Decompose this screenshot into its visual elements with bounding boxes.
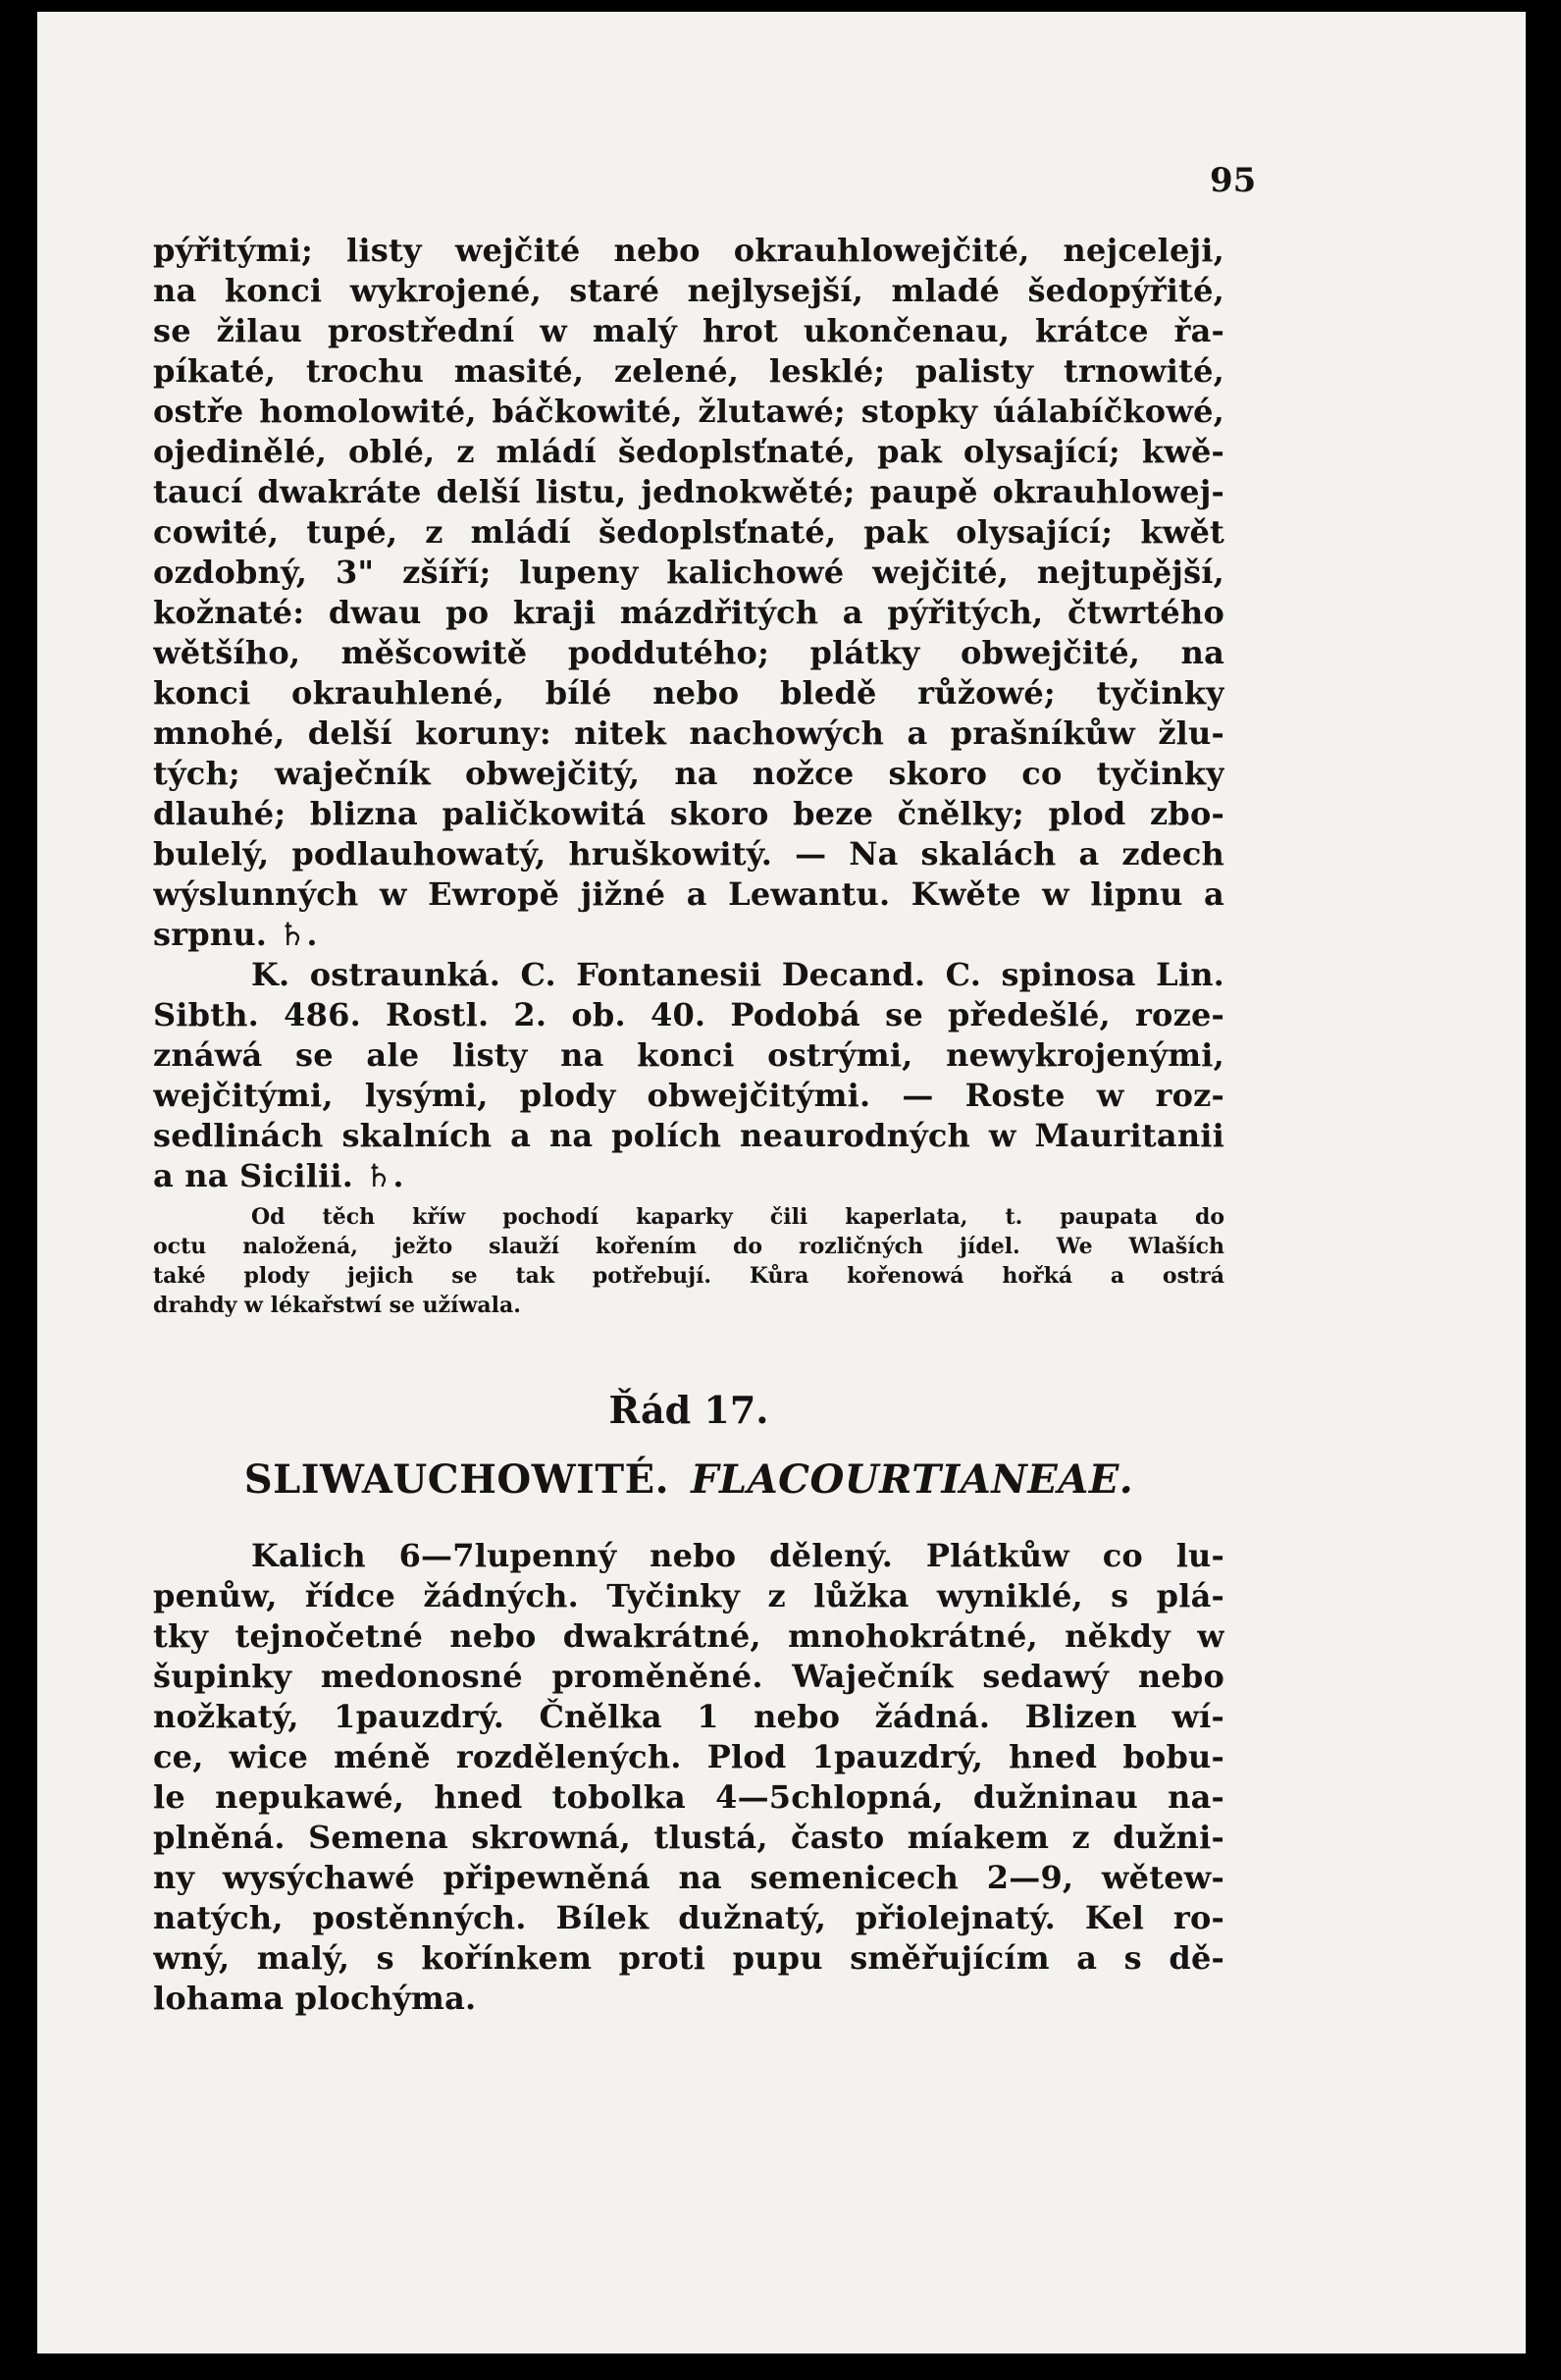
text-line: tky tejnočetné nebo dwakrátné, mnohokrátné, někdy w — [153, 1617, 1224, 1655]
text-line: taucí dwakráte delší listu, jednokwěté; paupě okrauhlowej- — [153, 473, 1224, 510]
family-name-czech: SLIWAUCHOWITÉ. — [243, 1456, 670, 1503]
text-line: lohama plochýma. — [153, 1980, 477, 2017]
text-line: mnohé, delší koruny: nitek nachowých a prašníkůw žlu- — [153, 714, 1224, 752]
text-line: penůw, řídce žádných. Tyčinky z lůžka wyniklé, s plá- — [153, 1577, 1224, 1614]
text-line: wětšího, měšcowitě poddutého; plátky obwejčité, na — [153, 634, 1224, 671]
text-line: na konci wykrojené, staré nejlysejší, mladé šedopýřité, — [153, 272, 1224, 309]
text-line: Sibth. 486. Rostl. 2. ob. 40. Podobá se předešlé, roze- — [153, 996, 1224, 1033]
text-line: natých, postěnných. Bílek dužnatý, přiolejnatý. Kel ro- — [153, 1899, 1224, 1936]
paragraph-family-description — [153, 1536, 1224, 2019]
text-line: Kalich 6—7lupenný nebo dělený. Plátkůw co lu- — [251, 1537, 1224, 1574]
text-line: ostře homolowité, báčkowité, žlutawé; stopky úálabíčkowé, — [153, 393, 1224, 430]
footnote-capers — [153, 1202, 1224, 1320]
text-line: ce, wice méně rozdělených. Plod 1pauzdrý, hned bobu- — [153, 1738, 1224, 1775]
text-line: bulelý, podlauhowatý, hruškowitý. — Na skalách a zdech — [153, 835, 1224, 873]
page-text — [153, 231, 1224, 2019]
text-line: ozdobný, 3" zšíří; lupeny kalichowé wejčité, nejtupější, — [153, 554, 1224, 591]
text-line: ny wysýchawé připewněná na semenicech 2—9, wětew- — [153, 1859, 1224, 1896]
order-heading: Řád 17. — [608, 1388, 769, 1432]
text-line: wýslunných w Ewropě jižné a Lewantu. Kwěte w lipnu a — [153, 875, 1224, 913]
text-line: kožnaté: dwau po kraji mázdřitých a pýřitých, čtwrtého — [153, 594, 1224, 631]
note-line: Od těch kříw pochodí kaparky čili kaperlata, t. paupata do — [251, 1204, 1224, 1230]
note-line: drahdy w lékařstwí se užíwala. — [153, 1293, 521, 1318]
text-line: dlauhé; blizna paličkowitá skoro beze čnělky; plod zbo- — [153, 795, 1224, 832]
text-line: cowité, tupé, z mládí šedoplsťnaté, pak olysající; kwět — [153, 513, 1224, 551]
text-line: nožkatý, 1pauzdrý. Čnělka 1 nebo žádná. Blizen wí- — [153, 1698, 1224, 1735]
text-line: wný, malý, s kořínkem proti pupu směřujícím a s dě- — [153, 1939, 1224, 1977]
page-number: 95 — [1210, 161, 1257, 200]
book-page — [37, 12, 1526, 2354]
text-line: znáwá se ale listy na konci ostrými, newykrojenými, — [153, 1036, 1224, 1074]
text-line: plněná. Semena skrowná, tlustá, často míakem z dužni- — [153, 1819, 1224, 1856]
family-heading — [153, 1448, 1224, 1512]
text-line: le nepukawé, hned tobolka 4—5chlopná, dužninau na- — [153, 1778, 1224, 1816]
text-line: píkaté, trochu masité, zelené, lesklé; palisty trnowité, — [153, 352, 1224, 390]
text-line: konci okrauhlené, bílé nebo bledě růžowé; tyčinky — [153, 674, 1224, 712]
note-line: také plody jejich se tak potřebují. Kůra kořenowá hořká a ostrá — [153, 1263, 1224, 1289]
text-line: wejčitými, lysými, plody obwejčitými. — Roste w roz- — [153, 1077, 1224, 1114]
note-line: octu naložená, ježto slauží kořením do rozličných jídel. We Wlaších — [153, 1234, 1224, 1259]
text-line: ojedinělé, oblé, z mládí šedoplsťnaté, pak olysající; kwě- — [153, 433, 1224, 470]
text-line: srpnu. ♄. — [153, 916, 318, 953]
text-line: tých; waječník obwejčitý, na nožce skoro co tyčinky — [153, 755, 1224, 792]
text-line: se žilau prostřední w malý hrot ukončenau, krátce řa- — [153, 312, 1224, 349]
text-line: pýřitými; listy wejčité nebo okrauhlowejčité, nejceleji, — [153, 232, 1224, 269]
text-line: a na Sicilii. ♄. — [153, 1157, 404, 1194]
text-line: sedlinách skalních a na polích neaurodných w Mauritanii — [153, 1117, 1224, 1154]
paragraph-species-ostraunka — [153, 955, 1224, 1196]
text-line: K. ostraunká. C. Fontanesii Decand. C. spinosa Lin. — [251, 956, 1224, 993]
family-name-latin: FLACOURTIANEAE. — [691, 1456, 1134, 1503]
paragraph-capparis-description — [153, 231, 1224, 955]
text-line: šupinky medonosné proměněné. Waječník sedawý nebo — [153, 1658, 1224, 1695]
